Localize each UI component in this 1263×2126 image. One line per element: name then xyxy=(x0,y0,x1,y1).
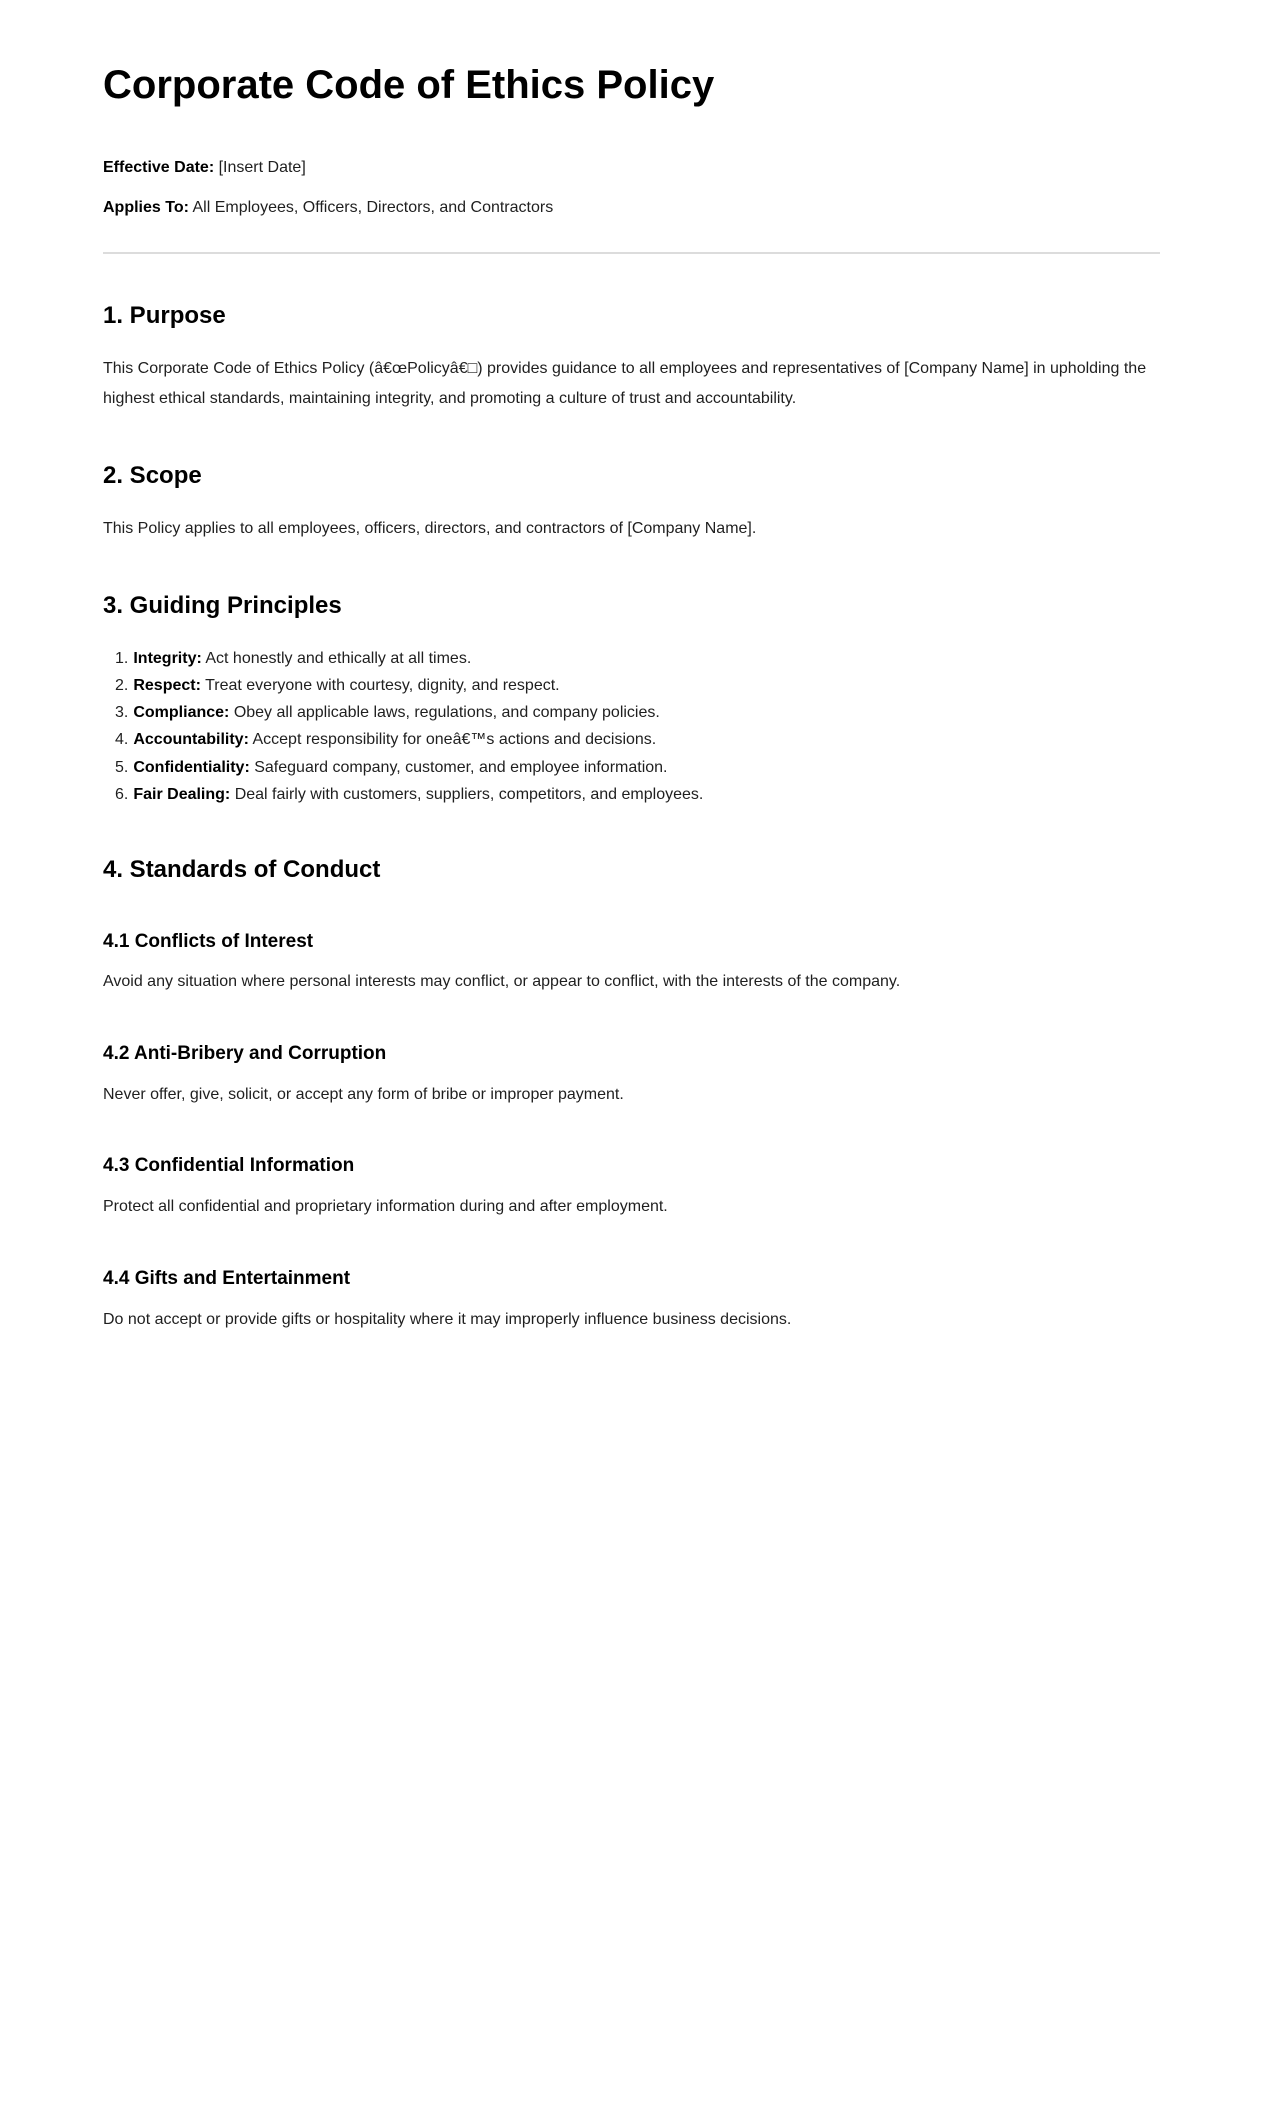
list-item-text: Safeguard company, customer, and employee information. xyxy=(254,758,668,776)
list-item-text: Treat everyone with courtesy, dignity, and respect. xyxy=(205,676,560,694)
list-item-number: 1. xyxy=(115,649,129,667)
list-item-text: Obey all applicable laws, regulations, and company policies. xyxy=(233,704,660,722)
list-item-number: 5. xyxy=(115,758,129,776)
list-item-label: Accountability: xyxy=(133,731,249,749)
list-item xyxy=(115,645,1160,672)
list-item-text: Deal fairly with customers, suppliers, competitors, and employees. xyxy=(234,785,704,803)
list-item xyxy=(115,699,1160,726)
document-title: Corporate Code of Ethics Policy xyxy=(103,63,715,107)
list-item xyxy=(115,781,1160,808)
subsection-heading-conflicts: 4.1 Conflicts of Interest xyxy=(103,930,314,952)
section-scope xyxy=(103,462,1160,544)
list-item-number: 4. xyxy=(115,731,129,749)
list-item xyxy=(115,672,1160,699)
section-heading-scope: 2. Scope xyxy=(103,461,202,489)
subsection-heading-gifts: 4.4 Gifts and Entertainment xyxy=(103,1267,351,1289)
list-item-number: 3. xyxy=(115,704,129,722)
paragraph-gifts: Do not accept or provide gifts or hospitality where it may improperly influence business decisions. xyxy=(103,1310,792,1328)
section-standards-of-conduct xyxy=(103,856,1160,1334)
list-item-label: Respect: xyxy=(133,676,201,694)
list-item-label: Confidentiality: xyxy=(133,758,250,776)
section-heading-purpose: 1. Purpose xyxy=(103,301,226,329)
meta-applies-to-label: Applies To: xyxy=(103,198,189,216)
list-item xyxy=(115,754,1160,781)
document-body xyxy=(103,0,1160,1334)
list-item-label: Compliance: xyxy=(133,704,230,722)
paragraph-confidential-info: Protect all confidential and proprietary information during and after employment. xyxy=(103,1198,668,1216)
paragraph-conflicts: Avoid any situation where personal interests may conflict, or appear to conflict, with the interests of the company. xyxy=(103,973,901,991)
paragraph-scope: This Policy applies to all employees, officers, directors, and contractors of [Company Name]. xyxy=(103,520,757,538)
section-heading-guiding-principles: 3. Guiding Principles xyxy=(103,591,342,619)
section-heading-standards: 4. Standards of Conduct xyxy=(103,855,381,883)
divider xyxy=(103,252,1160,254)
meta-effective-date-value: [Insert Date] xyxy=(218,159,306,176)
section-purpose xyxy=(103,302,1160,414)
section-guiding-principles xyxy=(103,592,1160,808)
meta-applies-to xyxy=(103,198,1160,219)
meta-effective-date xyxy=(103,158,1160,179)
list-item xyxy=(115,726,1160,753)
meta-applies-to-value: All Employees, Officers, Directors, and Contractors xyxy=(192,198,554,216)
list-item-number: 2. xyxy=(115,676,129,694)
guiding-principles-list xyxy=(103,645,1160,808)
paragraph-purpose: This Corporate Code of Ethics Policy (â€œPolicyâ€□) provides guidance to all employees and representatives of [Company Name] in upholding the highest ethical standards, maintaining integrity, and promoting a culture of trust and accountability. xyxy=(103,360,1147,407)
list-item-number: 6. xyxy=(115,785,129,803)
subsection-heading-confidential-info: 4.3 Confidential Information xyxy=(103,1155,355,1177)
list-item-text: Accept responsibility for oneâ€™s actions and decisions. xyxy=(252,731,657,749)
list-item-label: Integrity: xyxy=(133,649,202,667)
subsection-heading-anti-bribery: 4.2 Anti-Bribery and Corruption xyxy=(103,1043,387,1065)
list-item-label: Fair Dealing: xyxy=(133,785,231,803)
paragraph-anti-bribery: Never offer, give, solicit, or accept any form of bribe or improper payment. xyxy=(103,1085,624,1103)
list-item-text: Act honestly and ethically at all times. xyxy=(205,649,472,667)
meta-effective-date-label: Effective Date: xyxy=(103,159,215,176)
